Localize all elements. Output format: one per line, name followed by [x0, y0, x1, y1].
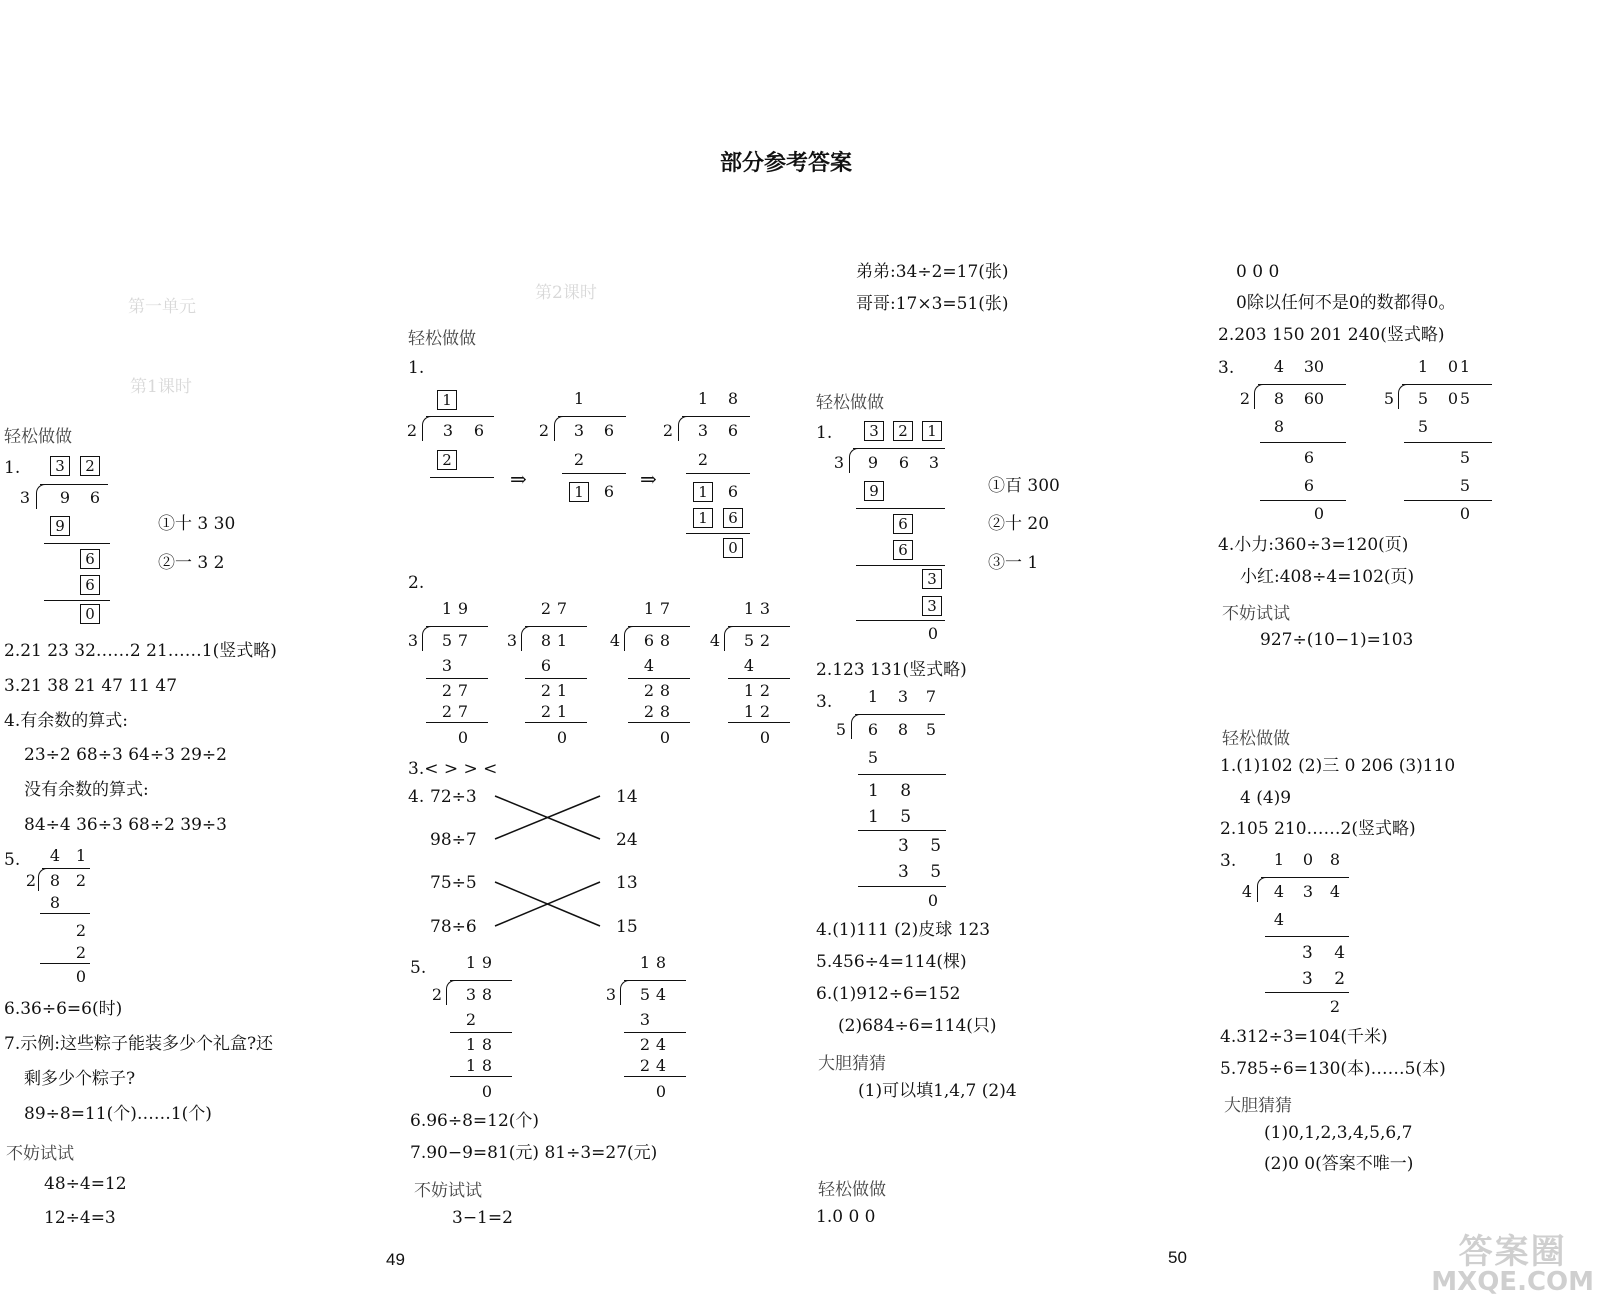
answer-line: 7.示例:这些粽子能装多少个礼盒?还 [4, 1034, 274, 1054]
answer-line: 6.(1)912÷6=152 [816, 984, 961, 1004]
answer-box: 1 [693, 482, 713, 502]
answer-box: 0 [80, 604, 100, 624]
division-line [856, 565, 945, 566]
step-digit: 0 [481, 1082, 493, 1101]
answer-box: 6 [80, 575, 100, 595]
divisor: 2 [662, 421, 674, 440]
step-digit: 2 [75, 921, 87, 940]
match-left: 72÷3 [430, 787, 477, 807]
answer-line: (1)0,1,2,3,4,5,6,7 [1264, 1123, 1413, 1143]
quotient-digit: 1 [1273, 850, 1285, 869]
division-line [1258, 384, 1346, 385]
division-line [624, 1032, 686, 1033]
answer-line: 5.785÷6=130(本)……5(本) [1220, 1059, 1446, 1079]
dividend-digit: 8 [897, 720, 909, 739]
answer-box: 2 [893, 421, 913, 441]
division-line [853, 448, 945, 449]
answer-line: 89÷8=11(个)……1(个) [24, 1104, 212, 1124]
divisor: 4 [709, 631, 721, 650]
step-digit: 0 [457, 728, 469, 747]
quotient-digit: 1 [643, 599, 655, 618]
divisor: 3 [407, 631, 419, 650]
quotient-digit: 8 [655, 953, 667, 972]
answer-line: 6.96÷8=12(个) [410, 1111, 540, 1131]
division-line [1260, 500, 1346, 501]
division-bracket [1257, 877, 1266, 902]
answer-line: 4.有余数的算式: [4, 711, 128, 731]
step-digits: 3 2 [1302, 969, 1354, 989]
divisor: 3 [605, 985, 617, 1004]
step-digit: 4 [655, 1056, 667, 1075]
step-digit: 5 [867, 748, 879, 767]
answer-note: ①百 300 [988, 476, 1060, 496]
section-heading: 轻松做做 [816, 393, 884, 413]
dividend-digit: 8 [481, 985, 493, 1004]
section-heading: 轻松做做 [408, 329, 476, 349]
quotient-digit: 1 [743, 599, 755, 618]
answer-line: (1)可以填1,4,7 (2)4 [858, 1081, 1017, 1101]
dividend-digit: 5 [743, 631, 755, 650]
step-digit: 3 [441, 656, 453, 675]
answer-line: 84÷4 36÷3 68÷2 39÷3 [24, 815, 227, 835]
answer-box: 3 [50, 456, 70, 476]
answer-box: 3 [864, 421, 884, 441]
dividend-digit: 3 [1302, 882, 1314, 901]
answer-box: 1 [693, 508, 713, 528]
question-number: 1. [816, 423, 833, 443]
quotient-digit: 1 [697, 389, 709, 408]
answer-line: (2)684÷6=114(只) [838, 1016, 997, 1036]
answer-line: 2.21 23 32……2 21……1(竖式略) [4, 641, 277, 661]
arrow-icon: ⇒ [510, 467, 527, 491]
step-digit: 0 [1313, 504, 1325, 523]
division-bracket [1254, 384, 1263, 409]
answer-line: 2.123 131(竖式略) [816, 660, 967, 680]
step-digit: 0 [927, 891, 939, 910]
question-number: 3. [816, 692, 833, 712]
dividend-digit: 3 [573, 421, 585, 440]
question-number: 5. [4, 850, 21, 870]
section-heading: 大胆猜猜 [818, 1054, 886, 1074]
faint-lesson-heading: 第1课时 [130, 377, 192, 397]
division-line [1404, 442, 1492, 443]
quotient-digit: 9 [457, 599, 469, 618]
division-bracket [446, 980, 455, 1005]
division-line [858, 830, 946, 831]
step-digit: 0 [556, 728, 568, 747]
answer-box: 1 [922, 421, 942, 441]
page-number: 49 [386, 1250, 405, 1269]
dividend-digit: 3 [697, 421, 709, 440]
dividend-digit: 6 [898, 453, 910, 472]
answer-line: 0 0 0 [1236, 262, 1280, 282]
dividend-digit: 9 [59, 488, 71, 507]
arrow-icon: ⇒ [640, 467, 657, 491]
question-number: 5. [410, 958, 427, 978]
answer-line: 927÷(10−1)=103 [1260, 630, 1414, 650]
step-digit: 2 [441, 702, 453, 721]
quotient-digit: 8 [727, 389, 739, 408]
step-digit: 6 [1303, 448, 1315, 467]
section-heading: 不妨试试 [6, 1144, 74, 1164]
division-line [1260, 442, 1346, 443]
quotient-digit: 1 [441, 599, 453, 618]
dividend-digit: 6 [603, 421, 615, 440]
step-digit: 0 [1459, 504, 1471, 523]
division-line [624, 1076, 686, 1077]
quotient-digit: 8 [1329, 850, 1341, 869]
step-digit: 7 [457, 702, 469, 721]
divisor: 2 [1239, 389, 1251, 408]
watermark-logo [1431, 1232, 1594, 1297]
answer-line: 7.90−9=81(元) 81÷3=27(元) [410, 1143, 658, 1163]
step-digit: 8 [481, 1056, 493, 1075]
dividend-digit: 1 [556, 631, 568, 650]
step-digit: 8 [481, 1035, 493, 1054]
answer-box: 2 [437, 450, 457, 470]
answer-line: 2.105 210……2(竖式略) [1220, 819, 1416, 839]
answer-line: 剩多少个粽子? [24, 1069, 136, 1089]
answer-box: 6 [723, 508, 743, 528]
dividend-digit: 7 [457, 631, 469, 650]
division-line [858, 886, 946, 887]
dividend-digit: 8 [659, 631, 671, 650]
step-digits: 3 5 [898, 862, 950, 882]
step-digit: 1 [556, 681, 568, 700]
step-digit: 2 [759, 681, 771, 700]
divisor: 3 [506, 631, 518, 650]
quotient-digit: 1 [573, 389, 585, 408]
division-line [450, 980, 512, 981]
division-line [1261, 877, 1349, 878]
faint-unit-heading: 第一单元 [128, 297, 196, 317]
step-digit: 1 [743, 681, 755, 700]
dividend-digit: 4 [1329, 882, 1341, 901]
step-digit: 5 [1459, 476, 1471, 495]
divisor: 4 [1241, 882, 1253, 901]
answer-box: 9 [50, 516, 70, 536]
dividend-digit: 2 [75, 871, 87, 890]
quotient-digit: 3 [897, 687, 909, 706]
quotient-digit: 0 [1302, 850, 1314, 869]
step-digit: 2 [465, 1010, 477, 1029]
step-digit: 2 [639, 1035, 651, 1054]
dividend-digit: 5 [1459, 389, 1471, 408]
step-digit: 0 [759, 728, 771, 747]
quotient-digit: 4 [49, 846, 61, 865]
step-digits: 1 8 [868, 781, 920, 801]
answer-line: 4 (4)9 [1240, 788, 1292, 808]
dividend-digit: 6 [473, 421, 485, 440]
answer-line: 1.0 0 0 [816, 1207, 876, 1227]
watermark-url: MXQE.COM [1431, 1267, 1594, 1297]
match-left: 75÷5 [430, 873, 477, 893]
quotient-digit: 2 [540, 599, 552, 618]
divisor: 2 [406, 421, 418, 440]
answer-line: 3.21 38 21 47 11 47 [4, 676, 178, 696]
match-left: 78÷6 [430, 917, 477, 937]
answer-box: 3 [922, 596, 942, 616]
answer-line: 3.< > > < [408, 759, 498, 779]
answer-note: ②一 3 2 [158, 553, 225, 573]
step-digits: 3 4 [1302, 943, 1354, 963]
division-line [450, 1076, 512, 1077]
step-digit: 2 [540, 681, 552, 700]
answer-line: 4.(1)111 (2)皮球 123 [816, 920, 991, 940]
step-digit: 4 [1273, 910, 1285, 929]
dividend-digit: 6 [867, 720, 879, 739]
step-digit: 8 [659, 702, 671, 721]
match-left: 98÷7 [430, 830, 477, 850]
dividend-digit: 3 [465, 985, 477, 1004]
step-digit: 7 [457, 681, 469, 700]
quotient-digit: 0 [1313, 357, 1325, 376]
dividend-digit: 3 [928, 453, 940, 472]
answer-line: 4.小力:360÷3=120(页) [1218, 535, 1409, 555]
step-digit: 0 [75, 967, 87, 986]
dividend-digit: 4 [1273, 882, 1285, 901]
answer-line: 2.203 150 201 240(竖式略) [1218, 325, 1445, 345]
answer-line: (2)0 0(答案不唯一) [1264, 1154, 1414, 1174]
dividend-digit: 3 [442, 421, 454, 440]
divisor: 2 [431, 985, 443, 1004]
answer-box: 1 [437, 390, 457, 410]
divisor: 5 [1383, 389, 1395, 408]
step-digit: 2 [697, 450, 709, 469]
dividend-digit: 5 [925, 720, 937, 739]
divisor: 2 [538, 421, 550, 440]
step-digit: 6 [603, 482, 615, 501]
answer-box: 3 [922, 569, 942, 589]
step-digit: 1 [743, 702, 755, 721]
match-right: 13 [616, 873, 638, 893]
step-digit: 0 [655, 1082, 667, 1101]
answer-line: 23÷2 68÷3 64÷3 29÷2 [24, 745, 227, 765]
section-heading: 不妨试试 [1222, 604, 1290, 624]
question-number: 3. [1220, 851, 1237, 871]
answer-line: 48÷4=12 [44, 1174, 127, 1194]
answer-line: 1.(1)102 (2)三 0 206 (3)110 [1220, 756, 1456, 776]
dividend-digit: 6 [643, 631, 655, 650]
dividend-digit: 0 [1447, 389, 1459, 408]
quotient-digit: 3 [1303, 357, 1315, 376]
quotient-digit: 7 [659, 599, 671, 618]
answer-box: 1 [569, 482, 589, 502]
step-digits: 3 5 [898, 836, 950, 856]
dividend-digit: 5 [1417, 389, 1429, 408]
dividend-digit: 5 [441, 631, 453, 650]
quotient-digit: 1 [1417, 357, 1429, 376]
division-line [450, 1032, 512, 1033]
answer-line: 0除以任何不是0的数都得0。 [1236, 293, 1456, 313]
step-digit: 2 [639, 1056, 651, 1075]
page-title: 部分参考答案 [720, 151, 853, 176]
quotient-digit: 9 [481, 953, 493, 972]
dividend-digit: 6 [89, 488, 101, 507]
step-digit: 1 [556, 702, 568, 721]
dividend-digit: 8 [540, 631, 552, 650]
question-number: 3. [1218, 358, 1235, 378]
step-digit: 2 [540, 702, 552, 721]
dividend-digit: 2 [759, 631, 771, 650]
dividend-digit: 9 [867, 453, 879, 472]
step-digit: 4 [655, 1035, 667, 1054]
answer-note: ①十 3 30 [158, 514, 236, 534]
question-number: 4. [408, 787, 425, 807]
division-line [1265, 992, 1349, 993]
division-bracket [849, 448, 858, 473]
page-number: 50 [1168, 1248, 1187, 1267]
dividend-digit: 6 [727, 421, 739, 440]
division-line [1402, 384, 1492, 385]
answer-line: 3−1=2 [452, 1208, 513, 1228]
step-digit: 1 [465, 1035, 477, 1054]
answer-line: 哥哥:17×3=51(张) [856, 294, 1009, 314]
dividend-digit: 0 [1313, 389, 1325, 408]
step-digit: 0 [659, 728, 671, 747]
division-line [1404, 500, 1492, 501]
divisor: 5 [835, 720, 847, 739]
step-digit: 3 [639, 1010, 651, 1029]
dividend-digit: 6 [1303, 389, 1315, 408]
answer-line: 12÷4=3 [44, 1208, 116, 1228]
step-digit: 6 [1303, 476, 1315, 495]
answer-box: 0 [723, 538, 743, 558]
step-digit: 4 [743, 656, 755, 675]
dividend-digit: 8 [49, 871, 61, 890]
step-digit: 2 [643, 702, 655, 721]
question-number: 2. [408, 573, 425, 593]
quotient-digit: 1 [1459, 357, 1471, 376]
step-digit: 2 [573, 450, 585, 469]
question-number: 1. [408, 358, 425, 378]
match-right: 14 [616, 787, 638, 807]
division-line [858, 774, 946, 775]
quotient-digit: 1 [639, 953, 651, 972]
answer-note: ③一 1 [988, 553, 1039, 573]
section-heading: 大胆猜猜 [1224, 1096, 1292, 1116]
step-digit: 4 [643, 656, 655, 675]
step-digit: 8 [1273, 417, 1285, 436]
step-digit: 2 [441, 681, 453, 700]
quotient-digit: 1 [867, 687, 879, 706]
answer-line: 小红:408÷4=102(页) [1240, 567, 1415, 587]
answer-line: 4.312÷3=104(千米) [1220, 1027, 1388, 1047]
answer-box: 6 [893, 540, 913, 560]
answer-line: 弟弟:34÷2=17(张) [856, 262, 1009, 282]
answer-note: ②十 20 [988, 514, 1050, 534]
watermark-text: 答案圈 [1458, 1232, 1567, 1272]
step-digit: 0 [927, 624, 939, 643]
step-digit: 8 [659, 681, 671, 700]
step-digit: 6 [727, 482, 739, 501]
faint-lesson-heading-2: 第2课时 [535, 283, 597, 303]
section-heading: 不妨试试 [414, 1181, 482, 1201]
division-line [855, 714, 945, 715]
answer-line: 5.456÷4=114(棵) [816, 952, 967, 972]
step-digit: 2 [759, 702, 771, 721]
section-heading: 轻松做做 [1222, 729, 1290, 749]
dividend-digit: 5 [639, 985, 651, 1004]
division-line [624, 980, 686, 981]
divisor: 4 [609, 631, 621, 650]
divisor: 2 [25, 871, 37, 890]
division-line [856, 508, 945, 509]
division-line [1265, 936, 1349, 937]
division-bracket [1398, 384, 1407, 409]
step-digit: 5 [1459, 448, 1471, 467]
divisor: 3 [833, 453, 845, 472]
step-digit: 2 [643, 681, 655, 700]
match-right: 24 [616, 830, 638, 850]
answer-box: 6 [80, 549, 100, 569]
quotient-digit: 7 [925, 687, 937, 706]
quotient-digit: 1 [465, 953, 477, 972]
quotient-digit: 3 [759, 599, 771, 618]
step-digit: 8 [49, 893, 61, 912]
question-number: 1. [4, 458, 21, 478]
answer-box: 2 [80, 456, 100, 476]
answer-box: 9 [864, 481, 884, 501]
match-right: 15 [616, 917, 638, 937]
quotient-digit: 7 [556, 599, 568, 618]
step-digit: 1 [465, 1056, 477, 1075]
dividend-digit: 8 [1273, 389, 1285, 408]
step-digit: 5 [1417, 417, 1429, 436]
section-heading: 轻松做做 [818, 1180, 886, 1200]
answer-box: 6 [893, 514, 913, 534]
answer-line: 6.36÷6=6(时) [4, 999, 123, 1019]
step-digit: 2 [1329, 997, 1341, 1016]
dividend-digit: 4 [655, 985, 667, 1004]
division-bracket [620, 980, 629, 1005]
divisor: 3 [19, 488, 31, 507]
division-line [856, 620, 945, 621]
answer-line: 没有余数的算式: [24, 780, 149, 800]
quotient-digit: 4 [1273, 357, 1285, 376]
step-digit: 6 [540, 656, 552, 675]
step-digit: 2 [75, 943, 87, 962]
quotient-digit: 0 [1447, 357, 1459, 376]
quotient-digit: 1 [75, 846, 87, 865]
step-digits: 1 5 [868, 807, 920, 827]
division-bracket [851, 714, 860, 739]
section-heading: 轻松做做 [4, 427, 72, 447]
